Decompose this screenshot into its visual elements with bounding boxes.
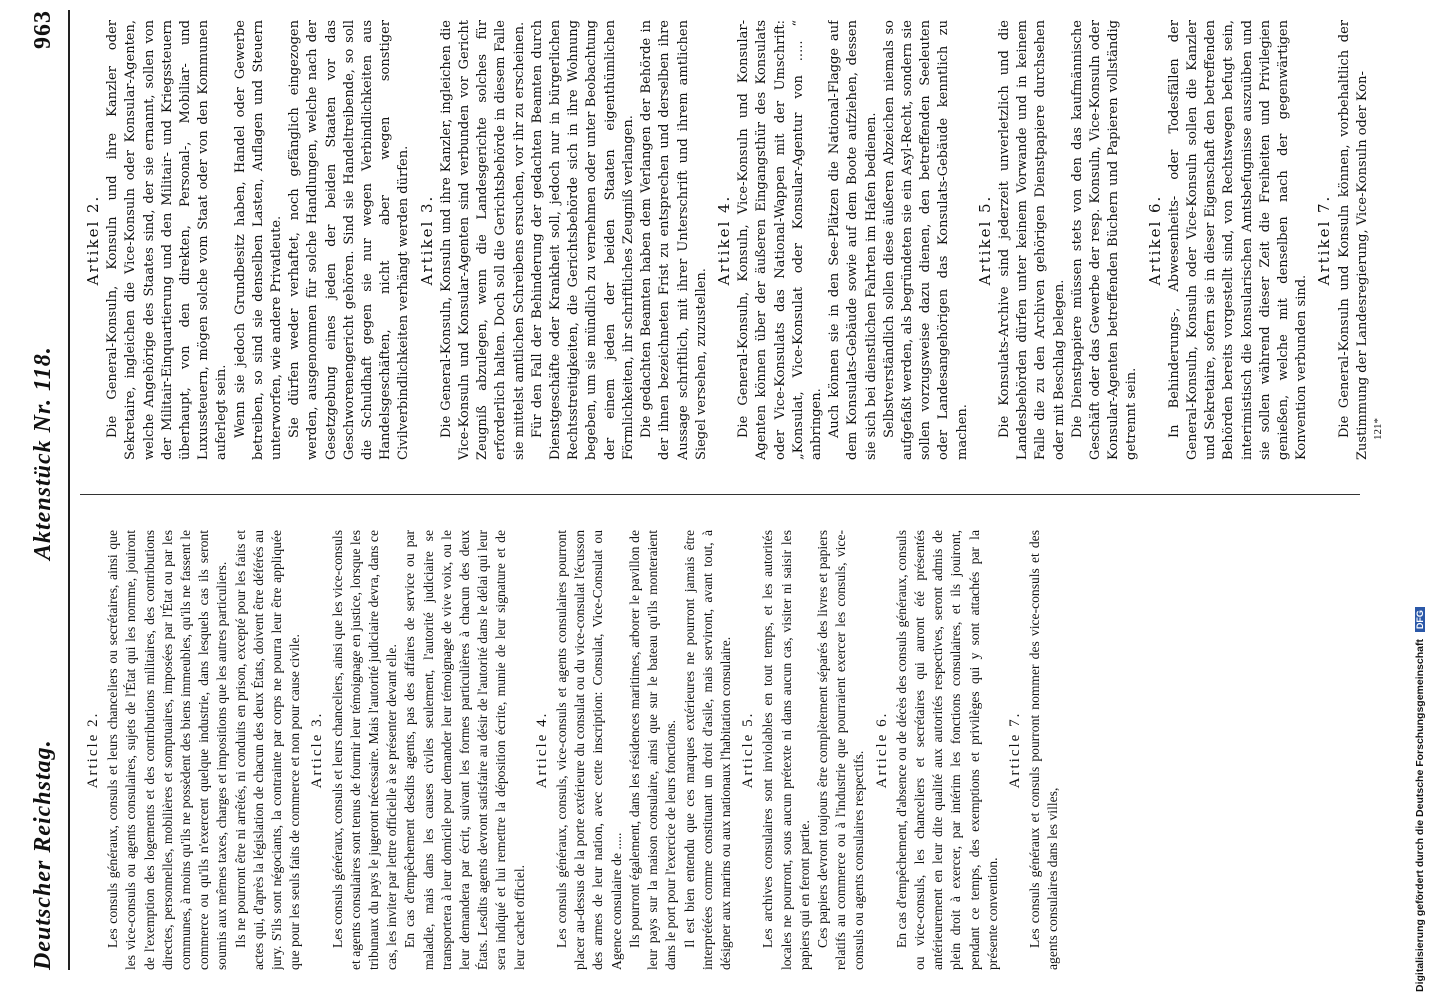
page-number: 963 (30, 10, 56, 49)
article-heading: Article 7. (1006, 711, 1023, 789)
german-text-column (80, 20, 1370, 460)
running-header-left: Deutscher Reichstag. (30, 739, 56, 970)
article-heading: Article 3. (309, 711, 326, 789)
article-heading: Article 6. (873, 711, 890, 789)
article-heading: Article 2. (85, 711, 101, 789)
funding-note (1414, 8, 1430, 992)
paragraph: Wenn sie jedoch Grundbesitz haben, Handel oder Gewerbe betreiben, so sind sie denselben Lasten, Auflagen und Steuern unterworfen, wie andere Privatleute. (232, 20, 285, 460)
paragraph: Die General-Konsuln und Konsuln können, vorbehaltlich der Zustimmung der Landesregierung, Vice-Konsuln oder Kon- (1336, 20, 1370, 460)
article-heading: Artikel 4. (714, 194, 733, 286)
paragraph: Die Konsulats-Archive sind jederzeit unverletzlich und die Landesbehörden dürfen unter keinem Vorwande und in keinem Falle die zu den Archiven gehörigen Dienstpapiere durchsehen oder mit Beschlag belegen. (996, 20, 1067, 460)
french-text-column (80, 530, 1370, 970)
article-heading: Article 5. (740, 711, 757, 789)
paragraph: In Behinderungs-, Abwesenheits- oder Todesfällen der General-Konsuln, Konsuln oder Vice-Konsuln sollen die Kanzler und Sekretaire, sofern sie in dieser Eigenschaft den betreffenden Behörden bereits vorgestellt sind, von Rechtswegen befugt sein, interimistisch die konsularischen Amtsbefugnisse auszuüben und sie sollen während dieser Zeit die Freiheiten und Privilegien genießen, welche mit denselben nach der gegenwärtigen Konvention verbunden sind. (1166, 20, 1310, 460)
dfg-logo-badge: DFG (1415, 607, 1425, 632)
paragraph: Les consuls généraux et consuls pourront nommer des vice-consuls et des agents consulaires dans les villes, (1027, 530, 1061, 970)
article-heading: Artikel 2. (84, 194, 102, 286)
paragraph: Il est bien entendu que ces marques extérieures ne pourront jamais être interprétées comme constituant un droit d'asile, mais serviront, avant tout, à désigner aux marins ou aux nationaux l'habitation consulaire. (681, 530, 733, 970)
article-heading: Artikel 6. (1145, 194, 1164, 286)
running-header-document-number: Aktenstück Nr. 118. (30, 346, 56, 560)
paragraph: En cas d'empêchement, d'absence ou de décès des consuls généraux, consuls ou vice-consuls, les chanceliers et secrétaires qui auront été présentés antérieurement en leur dite qualité aux autorités respectives, seront admis de plein droit à exercer, par intérim les fonctions consulaires, et ils jouiront, pendant ce temps, des exemptions et privilèges qui y sont attachés par la présente convention. (893, 530, 1000, 970)
paragraph: Die General-Konsuln, Konsuln, Vice-Konsuln und Konsular-Agenten können über der äußeren Eingangsthür des Konsulats oder Vice-Konsulats das National-Wappen mit der Umschrift: „Konsulat, Vice-Konsulat oder Konsular-Agentur von ..... “ anbringen. (736, 20, 824, 460)
paragraph: Les consuls généraux, consuls et leurs chanceliers, ainsi que les vice-consuls et agents consulaires sont tenus de fournir leur témoignage en justice, lorsque les tribunaux du pays le jugeront nécessaire. Mais l'autorité judiciaire devra, dans ce cas, les inviter par lettre officielle à se présenter devant elle. (329, 530, 400, 970)
paragraph: Die Dienstpapiere müssen stets von den das kaufmännische Geschäft oder das Gewerbe der resp. Konsuln, Vice-Konsuln oder Konsular-Agenten betreffenden Büchern und Papieren vollständig getrennt sein. (1069, 20, 1140, 460)
paragraph: Les consuls généraux, consuls et leurs chanceliers ou secrétaires, ainsi que les vice-consuls ou agents consulaires, sujets de l'État qui les nomme, jouiront de l'exemption des logements et des contributions militaires, des contributions directes, personnelles, mobilières et somptuaires, imposées par l'État ou par les communes, à moins qu'ils ne possèdent des biens immeubles, qu'ils ne fassent le commerce ou qu'ils n'exercent quelque industrie, dans lesquels cas ils seront soumis aux mêmes taxes, charges et impositions que les autres particuliers. (105, 530, 230, 970)
paragraph: Die gedachten Beamten haben dem Verlangen der Behörde in der ihnen bezeichneten Frist zu entsprechen und derselben ihre Aussage schriftlich, mit ihrer Unterschrift und ihrem amtlichen Siegel versehen, zuzustellen. (639, 20, 709, 460)
paragraph: Ils pourront également, dans les résidences maritimes, arborer le pavillon de leur pays sur la maison consulaire, ainsi que sur le bateau qu'ils monteraient dans le port pour l'exercice de leurs fonctions. (626, 530, 679, 970)
header-rule (68, 10, 70, 970)
paragraph: Auch können sie in den See-Plätzen die National-Flagge auf dem Konsulats-Gebäude sowie auf dem Boote aufziehen, dessen sie sich bei dienstlichen Fahrten im Hafen bedienen. (827, 20, 879, 460)
paragraph: Les consuls généraux, consuls, vice-consuls et agents consulaires pourront placer au-dessus de la porte extérieure du consulat ou du vice-consulat l'écusson des armes de leur nation, avec cette inscription: Consulat, Vice-Consulat ou Agence consulaire de ..... (554, 530, 624, 970)
paragraph: Ces papiers devront toujours être complètement séparés des livres et papiers relatifs au commerce ou à l'industrie que pourraient exercer les consuls, vice-consuls ou agents consulaires respectifs. (814, 530, 867, 970)
paragraph: Selbstverständlich sollen diese äußeren Abzeichen niemals so aufgefaßt werden, als begründeten sie ein Asyl-Recht, sondern sie sollen vorzugsweise dazu dienen, den betreffenden Seeleuten oder Landesangehörigen das Konsulats-Gebäude kenntlich zu machen. (881, 20, 970, 460)
paragraph: Les archives consulaires sont inviolables en tout temps, et les autorités locales ne pourront, sous aucun prétexte ni dans aucun cas, visiter ni saisir les papiers qui en feront partie. (760, 530, 812, 970)
paragraph: Sie dürfen weder verhaftet, noch gefänglich eingezogen werden, ausgenommen für solche Handlungen, welche nach der Gesetzgebung eines jeden der beiden Staaten vor das Geschworenengericht gehören. Sind sie Handeltreibende, so soll die Schuldhaft gegen sie nur wegen Verbindlichkeiten aus Handelsgeschäften, nicht aber wegen sonstiger Civilverbindlichkeiten verhängt werden dürfen. (287, 20, 412, 460)
paragraph: Die General-Konsuln, Konsuln und ihre Kanzler oder Sekretaire, ingleichen die Vice-Konsuln oder Konsular-Agenten, welche Angehörige des Staates sind, der sie ernannt, sollen von der Militair-Einquartierung und den Militair- und Kriegssteuern überhaupt, von den direkten, Personal-, Mobiliar- und Luxussteuern, mögen solche vom Staat oder von den Kommunen auferlegt sein. (105, 20, 230, 460)
article-heading: Artikel 3. (417, 194, 436, 286)
funding-note-text: Digitalisierung gefördert durch die Deutsche Forschungsgemeinschaft (1414, 639, 1426, 992)
article-heading: Artikel 7. (1315, 194, 1334, 286)
article-heading: Article 4. (533, 711, 550, 789)
column-divider (80, 494, 1360, 495)
paragraph: En cas d'empêchement desdits agents, pas des affaires de service ou par maladie, mais dans les causes civiles seulement, l'autorité judiciaire se transportera à leur domicile pour demander leur témoignage de vive voix, ou le leur demandera par écrit, suivant les formes particulières à chacun des deux États. Lesdits agents devront satisfaire au désir de l'autorité dans le délai qui leur sera indiqué et lui remettre la déposition écrite, munie de leur signature et de leur cachet officiel. (402, 530, 527, 970)
paragraph: Für den Fall der Behinderung der gedachten Beamten durch Dienstgeschäfte oder Krankheit soll, jedoch nur in bürgerlichen Rechtsstreitigkeiten, die Gerichtsbehörde sich in ihre Wohnung begeben, um sie mündlich zu vernehmen oder unter Beobachtung der einem jeden der beiden Staaten eigenthümlichen Förmlichkeiten, ihr schriftliches Zeugniß verlangen. (529, 20, 636, 460)
article-heading: Artikel 5. (975, 194, 994, 286)
paragraph: Die General-Konsuln, Konsuln und ihre Kanzler, ingleichen die Vice-Konsuln und Konsular-Agenten sind verbunden vor Gericht Zeugniß abzulegen, wenn die Landesgerichte solches für erforderlich halten. Doch soll die Gerichtsbehörde in diesem Falle sie mittelst amtlichen Schreibens ersuchen, vor ihr zu erscheinen. (438, 20, 527, 460)
signature-mark: 121* (1372, 418, 1384, 440)
paragraph: Ils ne pourront être ni arrêtés, ni conduits en prison, excepté pour les faits et actes qui, d'après la législation de chacun des deux États, doivent être déférés au jury. S'ils sont négociants, la contrainte par corps ne pourra leur être appliquée que pour les seuls faits de commerce et non pour cause civile. (232, 530, 303, 970)
